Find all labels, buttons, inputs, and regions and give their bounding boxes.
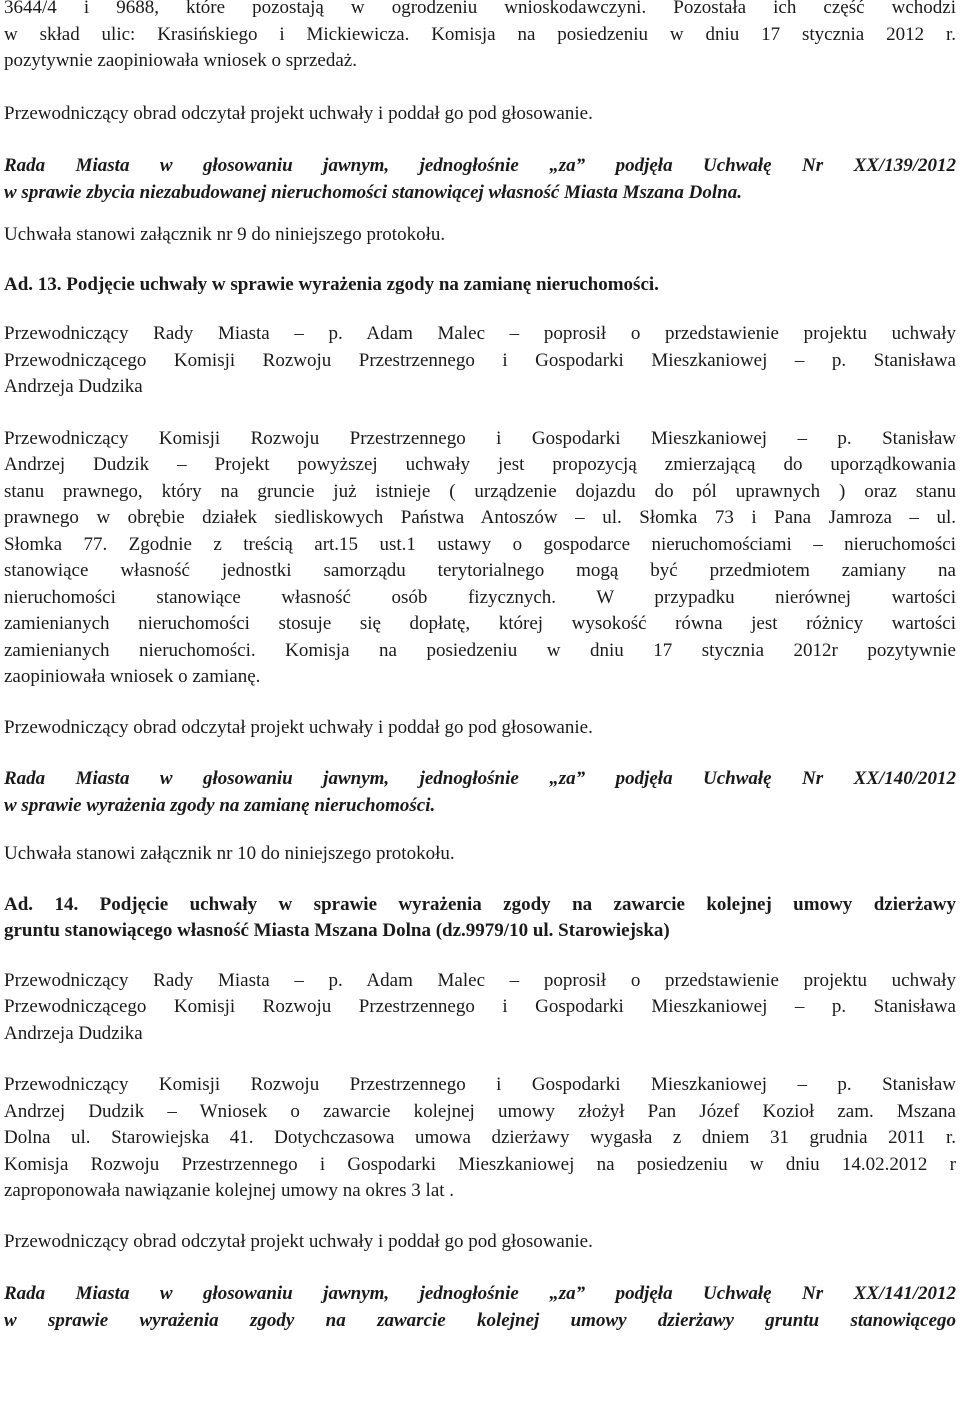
document-page [4,0,956,1334]
text-line: Przewodniczący Rady Miasta – p. Adam Malec – poprosił o przedstawienie projektu uchwały [4,969,956,991]
text-line: prawnego w obrębie działek siedliskowych Państwa Antoszów – ul. Słomka 73 i Pana Jamroza – ul. [4,507,956,528]
text-line: Andrzej Dudzik – Projekt powyższej uchwały jest propozycją zmierzającą do uporządkowania [4,454,956,475]
text-line: Przewodniczącego Komisji Rozwoju Przestrzennego i Gospodarki Mieszkaniowej – p. Stanisława [4,349,956,371]
intro-paragraph [4,0,956,75]
attachment-note [4,841,956,868]
text-line: Rada Miasta w głosowaniu jawnym, jednogłośnie „za” podjęła Uchwałę Nr XX/139/2012 [4,155,956,176]
text-line: Ad. 13. Podjęcie uchwały w sprawie wyrażenia zgody na zamianę nieruchomości. [4,273,659,295]
text-line: nieruchomości stanowiące własność osób fizycznych. W przypadku nierównej wartości [4,586,956,608]
text-line: Rada Miasta w głosowaniu jawnym, jednogłośnie „za” podjęła Uchwałę Nr XX/140/2012 [4,768,956,789]
item-14-request-paragraph [4,968,956,1048]
text-line: Przewodniczący Komisji Rozwoju Przestrzennego i Gospodarki Mieszkaniowej – p. Stanisław [4,1074,956,1095]
vote-read-paragraph [4,1229,956,1256]
vote-read-paragraph [4,715,956,742]
vote-read-paragraph [4,101,956,128]
text-line: zamienianych nieruchomości stosuje się dopłatę, której wysokość równa jest różnicy wartości [4,613,956,634]
text-line: Rada Miasta w głosowaniu jawnym, jednogłośnie „za” podjęła Uchwałę Nr XX/141/2012 [4,1283,956,1304]
text-line: stanu prawnego, który na gruncie już istnieje ( urządzenie dojazdu do pól uprawnych ) oraz stanu [4,480,956,502]
text-line: gruntu stanowiącego własność Miasta Mszana Dolna (dz.9979/10 ul. Starowiejska) [4,920,670,941]
resolution-paragraph [4,766,956,819]
text-line: stanowiące własność jednostki samorządu terytorialnego mogą być przedmiotem zamiany na [4,560,956,581]
text-line: Przewodniczący obrad odczytał projekt uchwały i poddał go pod głosowanie. [4,102,593,124]
text-line: Uchwała stanowi załącznik nr 9 do niniejszego protokołu. [4,224,446,245]
text-line: Ad. 14. Podjęcie uchwały w sprawie wyrażenia zgody na zawarcie kolejnej umowy dzierżawy [4,893,956,915]
text-line: Słomka 77. Zgodnie z treścią art.15 ust.1 ustawy o gospodarce nieruchomościami – nieruchomości [4,533,956,555]
text-line: Dolna ul. Starowiejska 41. Dotychczasowa umowa dzierżawy wygasła z dniem 31 grudnia 2011 r. [4,1127,956,1148]
text-line: Przewodniczący Rady Miasta – p. Adam Malec – poprosił o przedstawienie projektu uchwały [4,323,956,344]
resolution-paragraph [4,1281,956,1334]
text-line: Andrzeja Dudzika [4,376,143,397]
item-14-explanation-paragraph [4,1072,956,1205]
text-line: pozytywnie zaopiniowała wniosek o sprzedaż. [4,50,357,71]
attachment-note [4,222,956,249]
text-line: Andrzej Dudzik – Wniosek o zawarcie kolejnej umowy złożył Pan Józef Kozioł zam. Mszana [4,1100,956,1122]
text-line: Przewodniczący obrad odczytał projekt uchwały i poddał go pod głosowanie. [4,1230,593,1252]
text-line: Przewodniczący Komisji Rozwoju Przestrzennego i Gospodarki Mieszkaniowej – p. Stanisław [4,427,956,449]
item-14-heading [4,892,956,945]
resolution-paragraph [4,153,956,206]
item-13-explanation-paragraph [4,426,956,691]
text-line: zaopiniowała wniosek o zamianę. [4,666,261,687]
text-line: w sprawie wyrażenia zgody na zamianę nieruchomości. [4,794,436,816]
text-line: zaproponowała nawiązanie kolejnej umowy na okres 3 lat . [4,1180,455,1201]
item-13-request-paragraph [4,321,956,401]
item-13-heading [4,272,956,299]
text-line: 3644/4 i 9688, które pozostają w ogrodzeniu wnioskodawczyni. Pozostała ich część wchodzi [4,0,956,18]
text-line: Przewodniczącego Komisji Rozwoju Przestrzennego i Gospodarki Mieszkaniowej – p. Stanisława [4,996,956,1017]
text-line: w sprawie zbycia niezabudowanej nieruchomości stanowiącej własność Miasta Mszana Dolna. [4,181,742,203]
text-line: Przewodniczący obrad odczytał projekt uchwały i poddał go pod głosowanie. [4,716,593,738]
text-line: Andrzeja Dudzika [4,1022,143,1044]
text-line: w sprawie wyrażenia zgody na zawarcie kolejnej umowy dzierżawy gruntu stanowiącego [4,1309,956,1331]
text-line: w skład ulic: Krasińskiego i Mickiewicza. Komisja na posiedzeniu w dniu 17 stycznia 2012 r. [4,23,956,45]
text-line: Uchwała stanowi załącznik nr 10 do niniejszego protokołu. [4,843,455,864]
text-line: Komisja Rozwoju Przestrzennego i Gospodarki Mieszkaniowej na posiedzeniu w dniu 14.02.2012 r [4,1153,956,1175]
text-line: zamienianych nieruchomości. Komisja na posiedzeniu w dniu 17 stycznia 2012r pozytywnie [4,639,956,661]
